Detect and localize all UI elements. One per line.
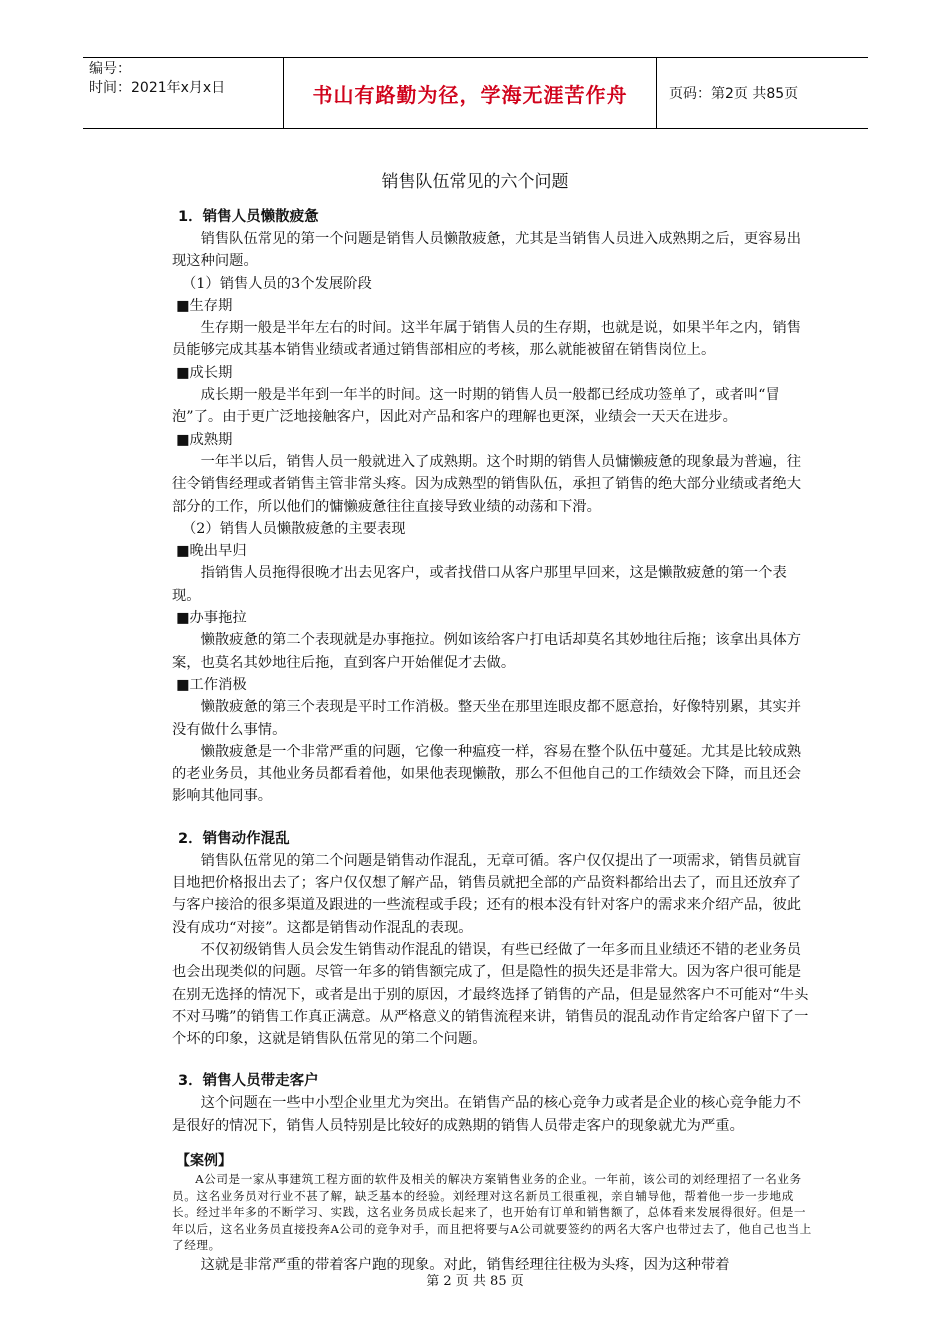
bullet-heading: ■成长期 (176, 364, 233, 381)
bullet-heading: ■办事拖拉 (176, 610, 247, 627)
subheading: （2）销售人员懒散疲惫的主要表现 (182, 520, 406, 537)
paragraph: 生存期一般是半年左右的时间。这半年属于销售人员的生存期，也就是说，如果半年之内，销售员能够完成其基本销售业绩或者通过销售部相应的考核，那么就能被留在销售岗位上。 (172, 320, 802, 359)
section-1-items (172, 228, 812, 808)
paragraph: 不仅初级销售人员会发生销售动作混乱的错误，有些已经做了一年多而且业绩还不错的老业务员也会出现类似的问题。尽管一年多的销售额完成了，但是隐性的损失还是非常大。因为客户很可能是在别无选择的情况下，或者是出于别的原因，才最终选择了销售的产品，但是显然客户不可能对“牛头不对马嘴”的销售工作真正满意。从严格意义的销售流程来讲，销售员的混乱动作肯定给客户留下了一个坏的印象，这就是销售队伍常见的第二个问题。 (172, 941, 809, 1048)
bullet-heading: ■生存期 (176, 297, 233, 314)
section-heading: 2．销售动作混乱 (178, 830, 290, 847)
paragraph: 这个问题在一些中小型企业里尤为突出。在销售产品的核心竞争力或者是企业的核心竞争能力不是很好的情况下，销售人员特别是比较好的成熟期的销售人员带走客户的现象就尤为严重。 (172, 1095, 802, 1134)
subheading: （1）销售人员的3个发展阶段 (182, 275, 372, 292)
case-block (172, 1151, 812, 1254)
case-text: A公司是一家从事建筑工程方面的软件及相关的解决方案销售业务的企业。一年前，该公司的刘经理招了一名业务员。这名业务员对行业不甚了解，缺乏基本的经验。刘经理对这名新员工很重视，亲自辅导他，帮着他一步一步地成长。经过半年多的不断学习、实践，这名业务员成长起来了，也开始有订单和销售额了，总体看来发展得很好。但是一年以后，这名业务员直接投奔A公司的竞争对手，而且把将要与A公司就要签约的两名大客户也带过去了，他自己也当上了经理。 (172, 1171, 812, 1253)
section-heading: 1．销售人员懒散疲惫 (178, 209, 319, 225)
closing-paragraph: 这就是非常严重的带着客户跑的现象。对此，销售经理往往极为头疼，因为这种带着 (200, 1256, 730, 1273)
paragraph: 一年半以后，销售人员一般就进入了成熟期。这个时期的销售人员慵懒疲惫的现象最为普遍，往往令销售经理或者销售主管非常头疼。因为成熟型的销售队伍，承担了销售的绝大部分业绩或者绝大部分的工作，所以他们的慵懒疲惫往往直接导致业绩的动荡和下滑。 (172, 453, 802, 515)
page-header (83, 57, 868, 129)
paragraph: 懒散疲惫的第二个表现就是办事拖拉。例如该给客户打电话却莫名其妙地往后拖；该拿出具体方案，也莫名其妙地往后拖，直到客户开始催促才去做。 (172, 632, 802, 671)
section-2 (172, 828, 812, 1051)
paragraph: 成长期一般是半年到一年半的时间。这一时期的销售人员一般都已经成功签单了，或者叫“冒泡”了。由于更广泛地接触客户，因此对产品和客户的理解也更深，业绩会一天天在进步。 (172, 387, 780, 426)
case-heading: 【案例】 (176, 1152, 232, 1169)
section-3-items (172, 1092, 812, 1137)
header-number: 编号： (89, 61, 131, 77)
section-1 (172, 206, 812, 808)
header-meta (83, 58, 283, 128)
paragraph: 销售队伍常见的第二个问题是销售动作混乱，无章可循。客户仅仅提出了一项需求，销售员就盲目地把价格报出去了；客户仅仅想了解产品，销售员就把全部的产品资料都给出去了，而且还放弃了与客户接洽的很多渠道及跟进的一些流程或手段；还有的根本没有针对客户的需求来介绍产品，彼此没有成功“对接”。这都是销售动作混乱的表现。 (172, 852, 802, 936)
header-page-info: 页码：第2页 共85页 (669, 86, 799, 102)
section-heading: 3．销售人员带走客户 (178, 1073, 319, 1090)
bullet-heading: ■工作消极 (176, 676, 247, 693)
header-motto: 书山有路勤为径，学海无涯苦作舟 (283, 58, 657, 128)
document-title: 销售队伍常见的六个问题 (381, 172, 569, 192)
paragraph: 懒散疲惫的第三个表现是平时工作消极。整天坐在那里连眼皮都不愿意抬，好像特别累，其实并没有做什么事情。 (172, 699, 802, 738)
paragraph: 懒散疲惫是一个非常严重的问题，它像一种瘟疫一样，容易在整个队伍中蔓延。尤其是比较成熟的老业务员，其他业务员都看着他，如果他表现懒散，那么不但他自己的工作绩效会下降，而且还会影响其他同事。 (172, 743, 802, 805)
header-time: 时间：2021年x月x日 (89, 80, 226, 96)
page-footer: 第 2 页 共 85 页 (426, 1274, 524, 1289)
bullet-heading: ■成熟期 (176, 431, 233, 448)
section-2-items (172, 850, 812, 1051)
document-body (172, 206, 812, 1276)
section-3 (172, 1070, 812, 1137)
paragraph: 销售队伍常见的第一个问题是销售人员懒散疲惫，尤其是当销售人员进入成熟期之后，更容易出现这种问题。 (172, 231, 802, 270)
paragraph: 指销售人员拖得很晚才出去见客户，或者找借口从客户那里早回来，这是懒散疲惫的第一个表现。 (172, 565, 787, 604)
bullet-heading: ■晚出早归 (176, 543, 247, 560)
